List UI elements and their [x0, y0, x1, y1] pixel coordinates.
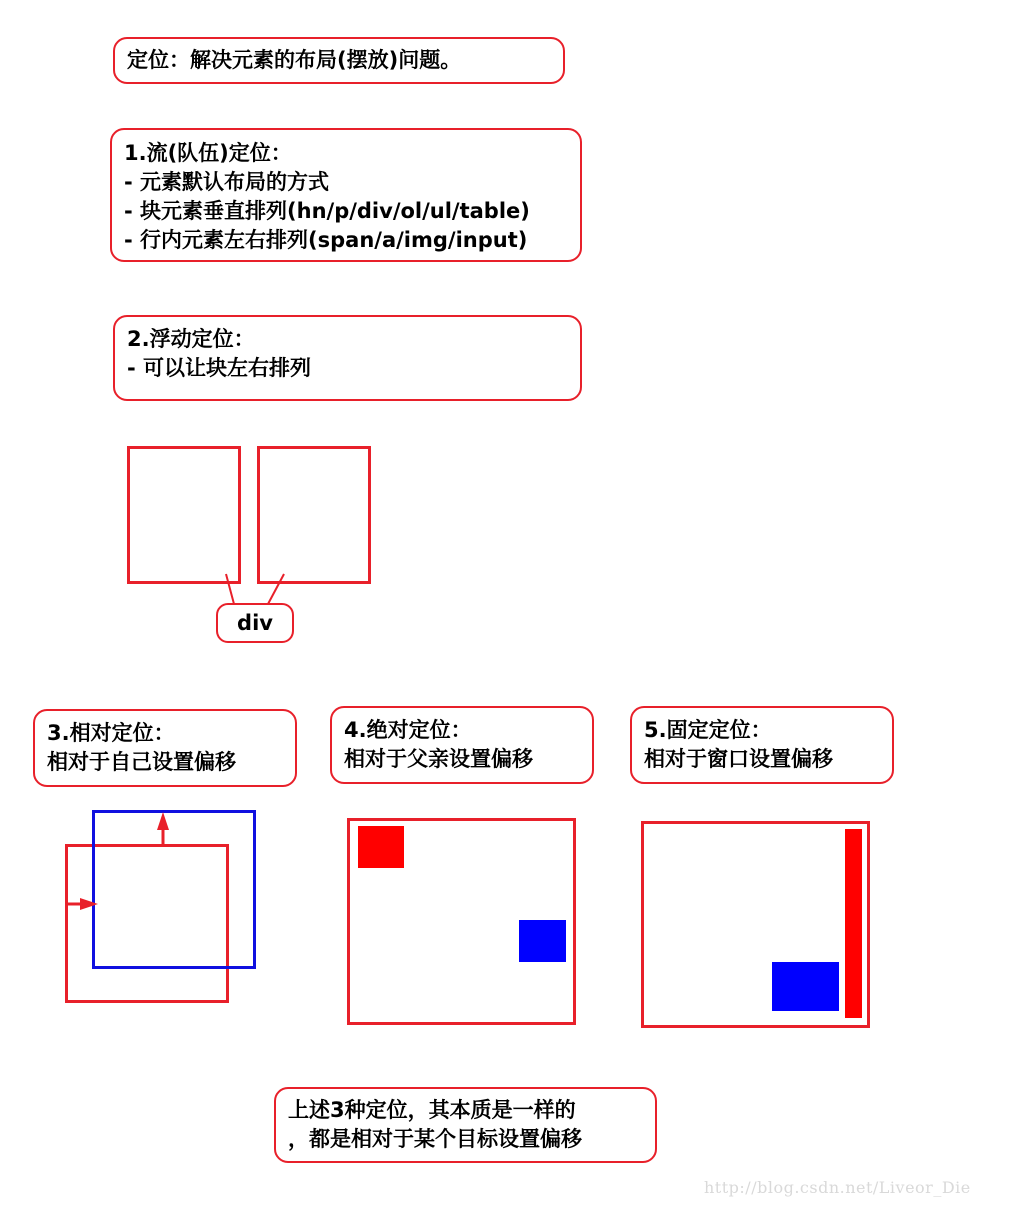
float-div-left: [127, 446, 241, 584]
absolute-desc: 相对于父亲设置偏移: [344, 747, 533, 771]
flow-title: 1.流(队伍)定位：: [124, 141, 292, 165]
relative-callout: [33, 709, 297, 787]
float-div-right: [257, 446, 371, 584]
fixed-callout: [630, 706, 894, 784]
absolute-child-red: [358, 826, 404, 868]
summary-callout: [274, 1087, 657, 1163]
relative-desc: 相对于自己设置偏移: [47, 750, 236, 774]
absolute-callout: [330, 706, 594, 784]
absolute-child-blue: [519, 920, 566, 962]
div-label: div: [216, 603, 294, 643]
relative-offset-box: [92, 810, 256, 969]
relative-title: 3.相对定位：: [47, 721, 175, 745]
flow-line-1: - 元素默认布局的方式: [124, 170, 330, 194]
intro-callout: [113, 37, 565, 84]
fixed-title: 5.固定定位：: [644, 718, 772, 742]
intro-text: 定位：解决元素的布局(摆放)问题。: [127, 48, 462, 72]
float-title: 2.浮动定位：: [127, 327, 255, 351]
watermark: http://blog.csdn.net/Liveor_Die: [704, 1178, 971, 1197]
float-callout: [113, 315, 582, 401]
summary-line-1: 上述3种定位，其本质是一样的: [288, 1098, 576, 1122]
flow-line-2: - 块元素垂直排列(hn/p/div/ol/ul/table): [124, 199, 530, 223]
summary-line-2: ，都是相对于某个目标设置偏移: [288, 1127, 582, 1151]
flow-line-3: - 行内元素左右排列(span/a/img/input): [124, 228, 528, 252]
flow-callout: [110, 128, 582, 262]
absolute-title: 4.绝对定位：: [344, 718, 472, 742]
fixed-element-blue: [772, 962, 839, 1011]
fixed-sidebar-bar: [845, 829, 862, 1018]
float-line-1: - 可以让块左右排列: [127, 356, 312, 380]
fixed-desc: 相对于窗口设置偏移: [644, 747, 833, 771]
